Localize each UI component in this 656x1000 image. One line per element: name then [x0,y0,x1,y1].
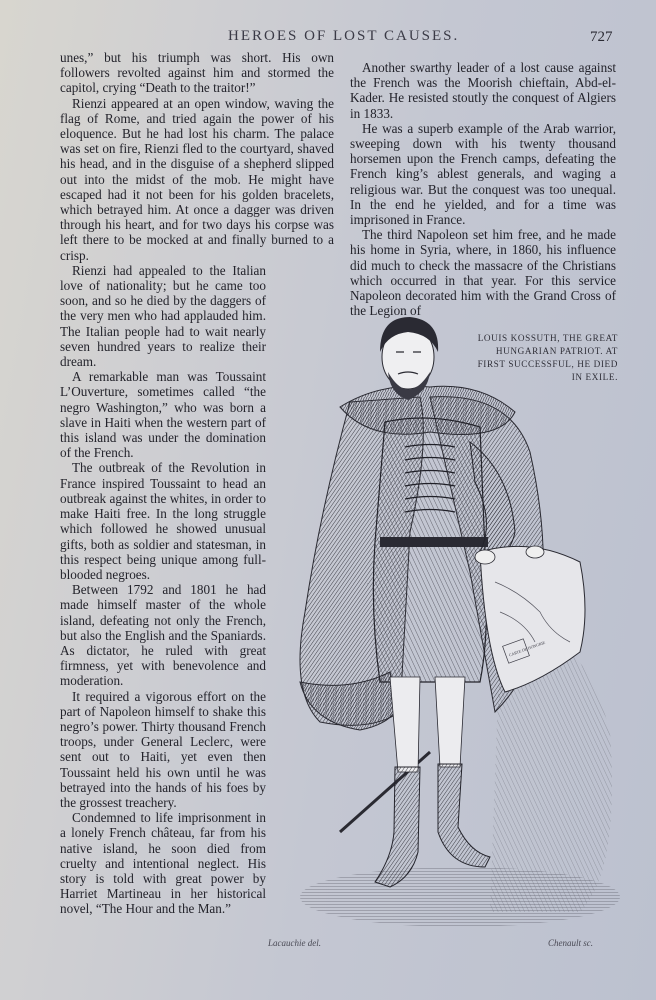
paragraph: The third Napoleon set him free, and he made his home in Syria, where, in 1860, his influence did much to check the massacre of the Christians which occurred in that year. For this service Napoleon decorated him with the Grand Cross of the Legion of [350,227,616,319]
paragraph: Condemned to life imprisonment in a lonely French château, far from his native island, he soon died from cruelty and intentional neglect. His story is told with great power by Harriet Martineau in her historical novel, “The Hour and the Man.” [60,810,266,917]
paragraph: It required a vigorous effort on the part of Napoleon himself to shake this negro’s power. Thirty thousand French troops, under General Leclerc, were sent out to Haiti, yet even then Toussaint held his own until he was betrayed into the hands of his foes by the grossest treachery. [60,688,266,810]
running-head: HEROES OF LOST CAUSES. [228,28,460,44]
right-column [350,60,616,318]
figure-caption: LOUIS KOSSUTH, THE GREAT HUNGARIAN PATRIOT. AT FIRST SUCCESSFUL, HE DIED IN EXILE. [477,333,618,382]
kossuth-engraving [280,312,640,957]
paragraph: Rienzi appeared at an open window, waving the flag of Rome, and tried again the power of his eloquence. But he had lost his charm. The palace was set on fire, Rienzi fled to the courtyard, shaved his head, and in the disguise of a shepherd slipped out into the midst of the mob. He might have escaped had it not been for his golden bracelets, which betrayed him. At once a dagger was driven through his heart, and for two days his corpse was left there to be mocked at and finally burned to a crisp. [60,95,334,263]
paragraph: unes,” but his triumph was short. His own followers revolted against him and stormed the capitol, crying “Death to the traitor!” [60,50,334,96]
engraver-signature-left: Lacauchie del. [268,938,321,948]
map-label: CARTE DE HONGRIE [508,639,546,658]
paragraph: Between 1792 and 1801 he had made himself master of the whole island, defeating not only the French, but also the English and the Spaniards. As dictator, he ruled with great firmness, yet with benevolence and moderation. [60,582,266,689]
paragraph: He was a superb example of the Arab warrior, sweeping down with his twenty thousand horsemen upon the French camps, defeating the French king’s ablest generals, and waging a religious war. But the conquest was too unequal. In the end he yielded, and for a time was imprisoned in France. [350,120,616,228]
narrow-text-block [60,263,266,917]
paragraph: Another swarthy leader of a lost cause against the French was the Moorish chieftain, Abd-el-Kader. He resisted stoutly the conquest of Algiers in 1833. [350,60,616,121]
paragraph: The outbreak of the Revolution in France inspired Toussaint to head an outbreak against the whites, in order to make Haiti free. In the long struggle which followed he showed unusual gifts, both as soldier and statesman, in this respect being unique among full-blooded negroes. [60,460,266,582]
page-header [0,28,656,48]
paragraph: A remarkable man was Toussaint L’Ouverture, sometimes called “the negro Washington,” who was born a slave in Haiti when the western part of this island was under the domination of the French. [60,369,266,461]
page-number: 727 [590,29,613,45]
engraver-signature-right: Chenault sc. [548,938,593,948]
paragraph: Rienzi had appealed to the Italian love of nationality; but he came too soon, and so he died by the daggers of the very men who had applauded him. The Italian people had to wait nearly seven hundred years to realize their dream. [60,262,266,370]
